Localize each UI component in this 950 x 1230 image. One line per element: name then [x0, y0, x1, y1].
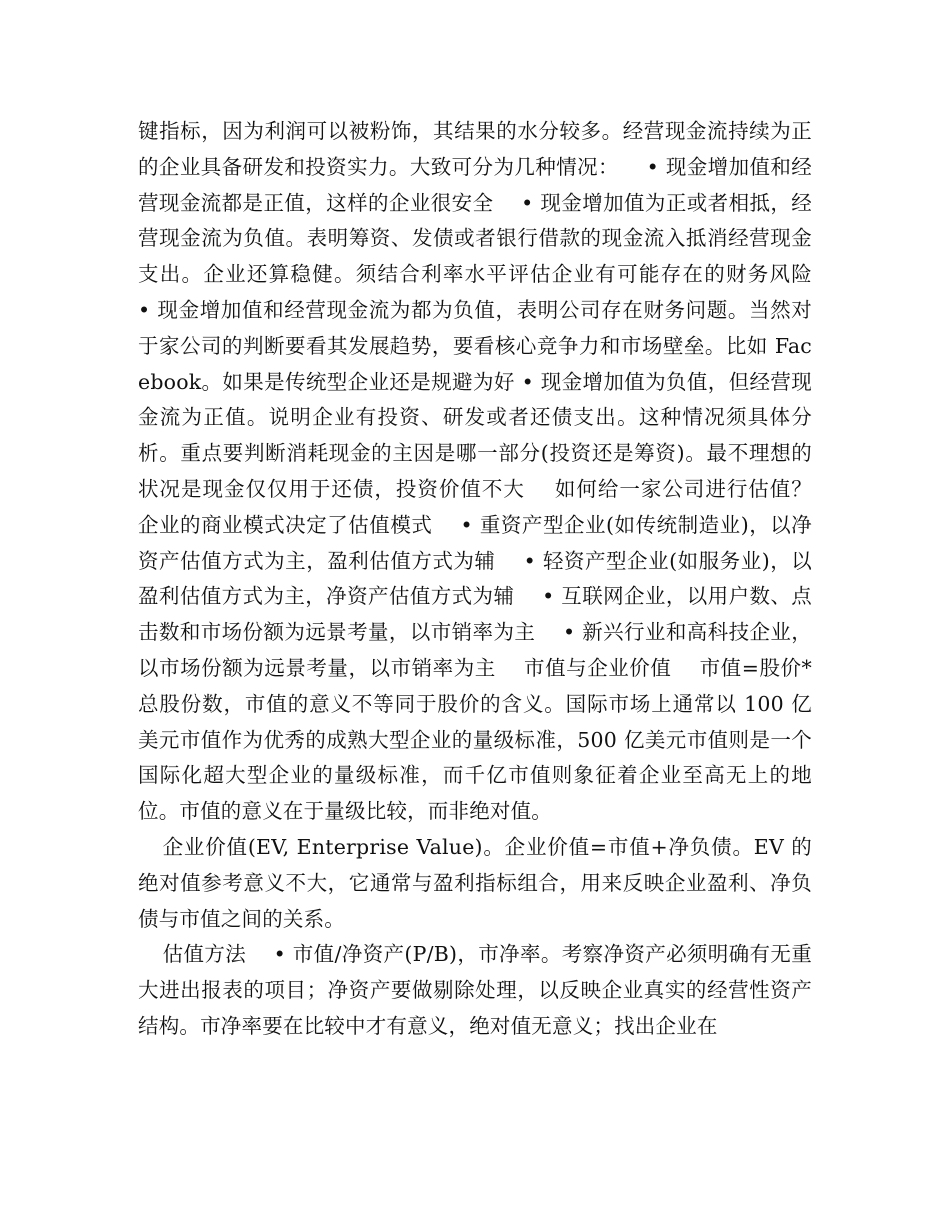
- paragraph-cash-flow-and-valuation: 键指标，因为利润可以被粉饰，其结果的水分较多。经营现金流持续为正的企业具备研发和投资实力。大致可分为几种情况： • 现金增加值和经营现金流都是正值，这样的企业很安全 • 现金增加值为正或者相抵，经营现金流为负值。表明筹资、发债或者银行借款的现金流入抵消经营现金支出。企业还算稳健。须结合利率水平评估企业有可能存在的财务风险 • 现金增加值和经营现金流为都为负值，表明公司存在财务问题。当然对于家公司的判断要看其发展趋势，要看核心竞争力和市场壁垒。比如 Facebook。如果是传统型企业还是规避为好 • 现金增加值为负值，但经营现金流为正值。说明企业有投资、研发或者还债支出。这种情况须具体分析。重点要判断消耗现金的主因是哪一部分(投资还是筹资)。最不理想的状况是现金仅仅用于还债，投资价值不大 如何给一家公司进行估值？ 企业的商业模式决定了估值模式 • 重资产型企业(如传统制造业)，以净资产估值方式为主，盈利估值方式为辅 • 轻资产型企业(如服务业)，以盈利估值方式为主，净资产估值方式为辅 • 互联网企业，以用户数、点击数和市场份额为远景考量，以市销率为主 • 新兴行业和高科技企业，以市场份额为远景考量，以市销率为主 市值与企业价值 市值=股价*总股份数，市值的意义不等同于股价的含义。国际市场上通常以 100 亿美元市值作为优秀的成熟大型企业的量级标准，500 亿美元市值则是一个国际化超大型企业的量级标准，而千亿市值则象征着企业至高无上的地位。市值的意义在于量级比较，而非绝对值。: [138, 119, 839, 824]
- document-body: [138, 114, 839, 1045]
- paragraph-valuation-methods: 估值方法 • 市值/净资产(P/B)，市净率。考察净资产必须明确有无重大进出报表的项目；净资产要做剔除处理，以反映企业真实的经营性资产结构。市净率要在比较中才有意义，绝对值无意义；找出企业在: [138, 942, 812, 1038]
- paragraph-enterprise-value: 企业价值(EV, Enterprise Value)。企业价值=市值+净负债。EV 的绝对值参考意义不大，它通常与盈利指标组合，用来反映企业盈利、净负债与市值之间的关系。: [138, 834, 812, 931]
